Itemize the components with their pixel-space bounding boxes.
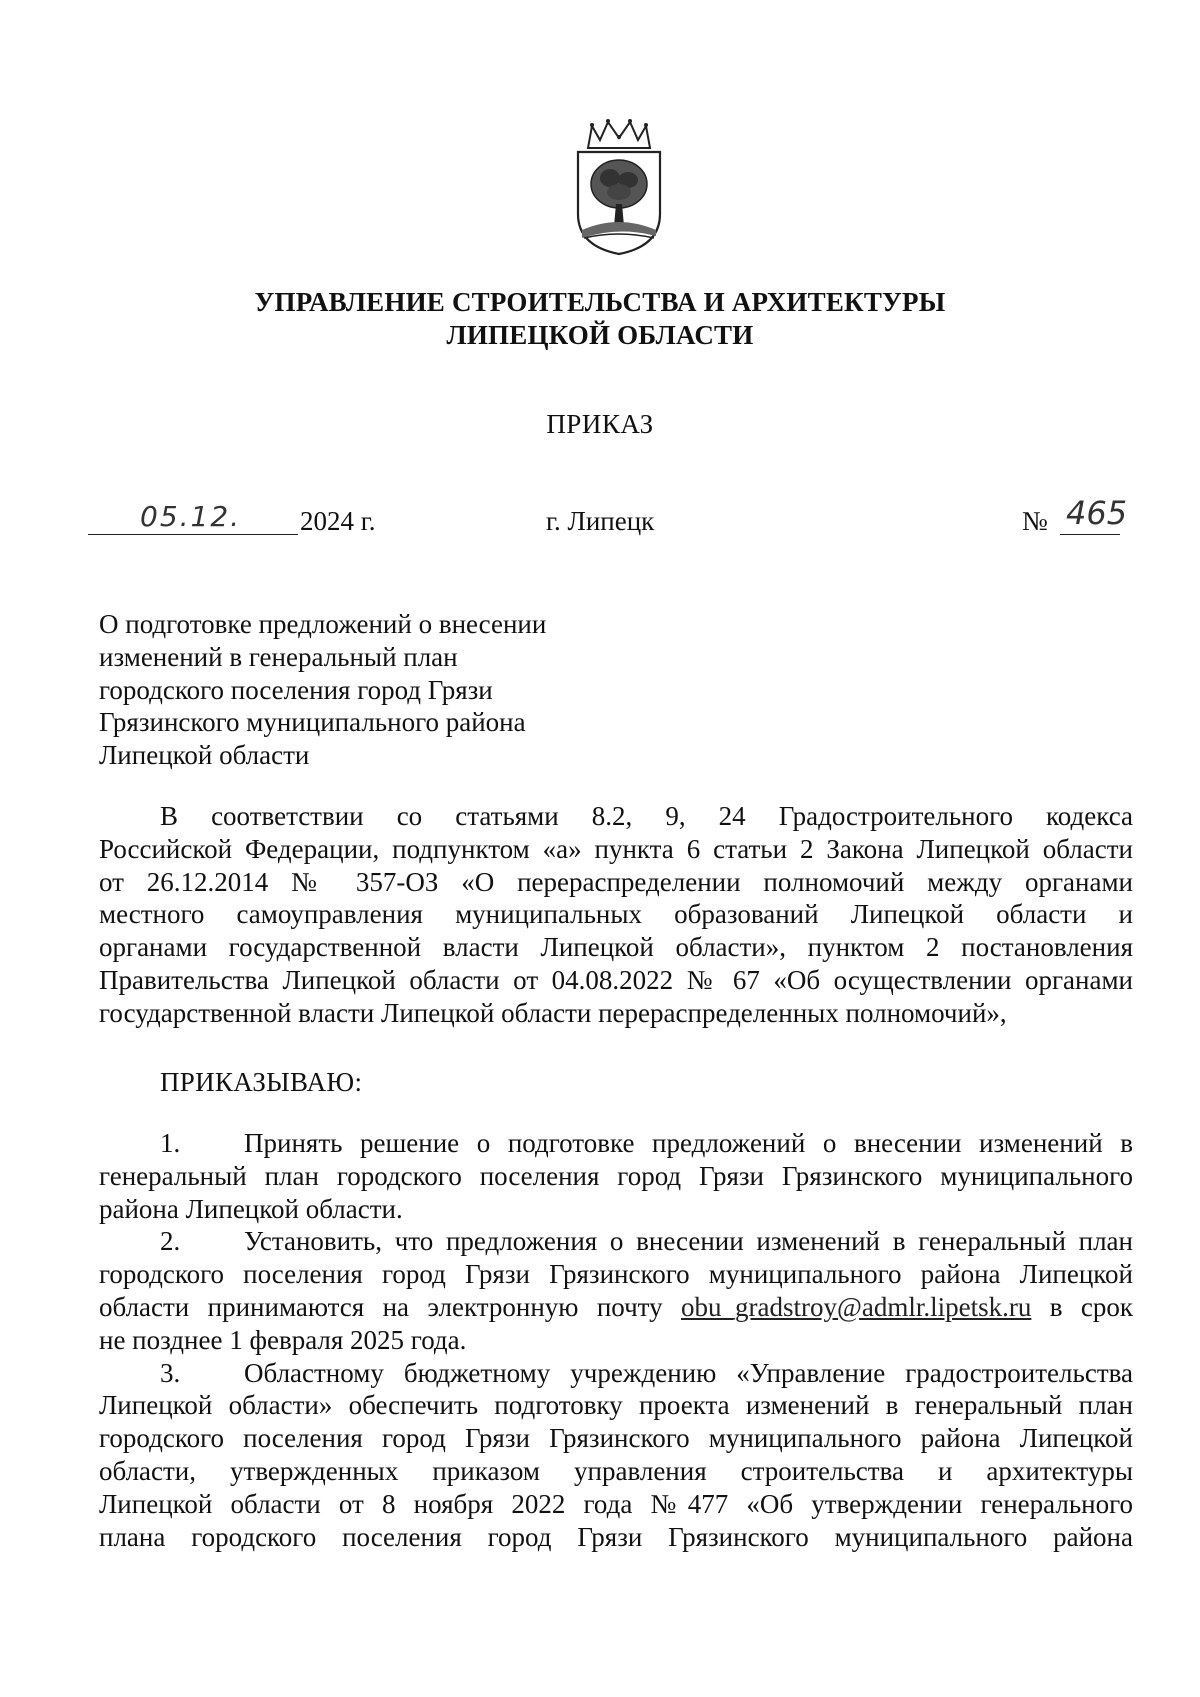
item-2-line: не позднее 1 февраля 2025 года. xyxy=(99,1324,467,1355)
subject-line: Липецкой области xyxy=(99,740,310,771)
number-underline xyxy=(1060,534,1120,535)
item-text: Областному бюджетному учреждению «Управление градостроительства xyxy=(244,1357,1133,1388)
city: г. Липецк xyxy=(546,506,655,536)
preamble-line: Правительства Липецкой области от 04.08.2022 № 67 «Об осуществлении органами xyxy=(99,964,1133,995)
organization-name-line2: ЛИПЕЦКОЙ ОБЛАСТИ xyxy=(446,320,754,350)
item-number: 2. xyxy=(160,1226,181,1257)
item-text: области принимаются на электронную почту xyxy=(99,1291,663,1322)
coat-of-arms-emblem-icon xyxy=(568,118,670,256)
preamble-line: Российской Федерации, подпунктом «а» пункта 6 статьи 2 Закона Липецкой области xyxy=(99,833,1133,864)
date-underline xyxy=(88,534,298,535)
item-1-line: генеральный план городского поселения город Грязи Грязинского муниципального xyxy=(99,1160,1133,1191)
subject-line: О подготовке предложений о внесении xyxy=(99,609,547,639)
preamble-line: государственной власти Липецкой области перераспределенных полномочий», xyxy=(99,997,1007,1028)
item-2-line: городского поселения город Грязи Грязинского муниципального района Липецкой xyxy=(99,1259,1133,1290)
item-3-line: области, утвержденных приказом управления строительства и архитектуры xyxy=(99,1455,1133,1486)
document-subject xyxy=(99,608,619,772)
item-3-line: городского поселения город Грязи Грязинского муниципального района Липецкой xyxy=(99,1423,1133,1454)
document-type: ПРИКАЗ xyxy=(546,409,654,439)
date-line xyxy=(0,494,1200,546)
item-number: 1. xyxy=(160,1128,181,1158)
subject-line: изменений в генеральный план xyxy=(99,641,458,672)
preamble-paragraph xyxy=(99,800,1133,1030)
subject-line: Грязинского муниципального района xyxy=(99,707,526,738)
item-2-first-line xyxy=(99,1225,1133,1258)
order-word: ПРИКАЗЫВАЮ: xyxy=(160,1067,363,1097)
number-sign: № xyxy=(1022,506,1048,536)
order-items xyxy=(99,1127,1133,1553)
item-1-first-line xyxy=(99,1127,1133,1160)
handwritten-date: 05.12. xyxy=(140,500,242,533)
item-text: в срок xyxy=(1049,1291,1133,1322)
item-3-line: Липецкой области» обеспечить подготовку проекта изменений в генеральный план xyxy=(99,1390,1133,1421)
item-3-line: Липецкой области от 8 ноября 2022 года №477 «Об утверждении генерального xyxy=(99,1488,1133,1519)
item-text: Принять решение о подготовке предложений о внесении изменений в xyxy=(244,1128,1133,1158)
item-number: 3. xyxy=(160,1357,181,1388)
preamble-line: органами государственной власти Липецкой области», пунктом 2 постановления xyxy=(99,932,1133,963)
item-text: Установить, что предложения о внесении изменений в генеральный план xyxy=(244,1226,1133,1257)
preamble-line: от 26.12.2014 № 357-ОЗ «О перераспределении полномочий между органами xyxy=(99,866,1133,897)
item-1-line: района Липецкой области. xyxy=(99,1193,403,1224)
organization-name-line1: УПРАВЛЕНИЕ СТРОИТЕЛЬСТВА И АРХИТЕКТУРЫ xyxy=(254,287,946,317)
item-3-first-line xyxy=(99,1357,1133,1390)
date-year: 2024 г. xyxy=(300,506,376,536)
preamble-line: местного самоуправления муниципальных образований Липецкой области и xyxy=(99,899,1133,930)
handwritten-number: 465 xyxy=(1066,494,1128,532)
email-link[interactable]: obu_gradstroy@admlr.lipetsk.ru xyxy=(681,1291,1032,1322)
item-2-email-line xyxy=(99,1291,1133,1324)
preamble-line: В соответствии со статьями 8.2, 9, 24 Градостроительного кодекса xyxy=(160,801,1133,831)
subject-line: городского поселения город Грязи xyxy=(99,674,493,705)
item-3-line: плана городского поселения город Грязи Грязинского муниципального района xyxy=(99,1521,1133,1552)
